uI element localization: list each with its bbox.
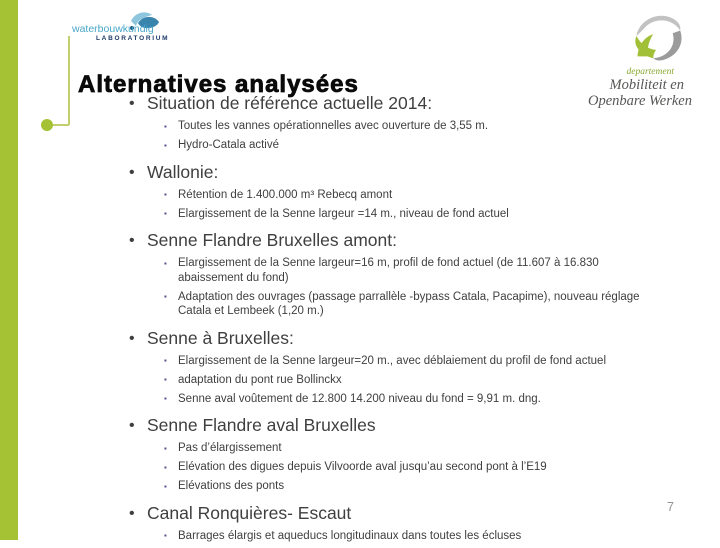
section-title [128, 503, 688, 524]
sub-item-text: Pas d’élargissement [178, 442, 282, 454]
content-section [128, 230, 688, 319]
mow-logo-text-mobiliteit: Mobiliteit en [609, 77, 684, 93]
content-section [128, 162, 688, 222]
list-item [163, 290, 648, 319]
level1-bullet-icon: • [129, 232, 135, 249]
list-item [163, 529, 648, 544]
sub-item-text: Elévations des ponts [178, 480, 285, 492]
level2-bullet-icon: ▪ [164, 140, 167, 150]
sub-list [163, 354, 688, 407]
sub-item-text: Senne aval voûtement de 12.800 14.200 niveau du fond = 9,91 m. dng. [178, 392, 541, 405]
level1-bullet-icon: • [129, 504, 135, 522]
level1-bullet-icon: • [129, 329, 135, 347]
level2-bullet-icon: ▪ [164, 292, 167, 301]
section-title [128, 415, 688, 436]
slide-body [128, 93, 688, 548]
section-title [128, 230, 688, 251]
list-item [163, 188, 648, 203]
sub-item-text: Barrages élargis et aqueducs longitudinaux dans toutes les écluses [178, 529, 522, 542]
list-item [163, 373, 648, 388]
sub-item-text: adaptation du pont rue Bollinckx [178, 373, 342, 386]
content-section [128, 328, 688, 407]
sub-list [163, 188, 688, 222]
list-item [163, 460, 648, 475]
waterbouwkundig-logo-text: waterbouwkundig [72, 23, 154, 35]
level2-bullet-icon: ▪ [164, 462, 167, 472]
waterbouwkundig-logo [72, 12, 172, 40]
sub-item-text: Elargissement de la Senne largeur=16 m, profil de fond actuel (de 11.607 à 16.830 abaissement du fond) [178, 257, 599, 284]
level2-bullet-icon: ▪ [164, 258, 167, 268]
content-section [128, 93, 688, 153]
level1-bullet-icon: • [129, 163, 135, 181]
sub-item-text: Hydro-Catala activé [178, 139, 279, 151]
section-title [128, 93, 688, 114]
level2-bullet-icon: ▪ [164, 394, 167, 403]
section-title-text: Canal Ronquières- Escaut [147, 502, 352, 523]
level2-bullet-icon: ▪ [164, 121, 167, 131]
accent-dot [41, 119, 53, 131]
left-accent-band [0, 0, 18, 540]
sub-item-text: Toutes les vannes opérationnelles avec ouverture de 3,55 m. [178, 120, 489, 132]
content-section [128, 415, 688, 494]
list-item [163, 207, 648, 222]
page-number: 7 [667, 500, 674, 514]
level1-bullet-icon: • [129, 417, 135, 434]
accent-connector-line-vertical [68, 36, 70, 125]
list-item [163, 441, 648, 456]
sub-list [163, 256, 688, 319]
sub-item-text: Elévation des digues depuis Vilvoorde aval jusqu’au second pont à l’E19 [178, 461, 547, 473]
level2-bullet-icon: ▪ [164, 443, 167, 453]
mow-triangle-swoosh-icon [628, 49, 684, 66]
sub-list [163, 529, 688, 544]
list-item [163, 354, 648, 369]
laboratorium-logo-text: LABORATORIUM [96, 35, 170, 42]
sub-list [163, 119, 688, 153]
list-item [163, 479, 648, 494]
sub-item-text: Adaptation des ouvrages (passage parrallèle -bypass Catala, Pacapime), nouveau réglage Catala et Lembeek (1,20 m.) [178, 290, 640, 317]
list-item [163, 138, 648, 153]
accent-connector-line-horizontal [52, 124, 69, 126]
mow-logo-text-departement: departement [626, 67, 674, 77]
sub-list [163, 441, 688, 494]
content-list [128, 93, 688, 543]
section-title [128, 328, 688, 349]
sub-item-text: Elargissement de la Senne largeur=20 m., avec déblaiement du profil de fond actuel [178, 354, 606, 367]
level1-bullet-icon: • [129, 95, 135, 112]
level2-bullet-icon: ▪ [164, 209, 167, 218]
level2-bullet-icon: ▪ [164, 356, 167, 365]
section-title [128, 162, 688, 183]
sub-item-text: Elargissement de la Senne largeur =14 m., niveau de fond actuel [178, 207, 509, 220]
level2-bullet-icon: ▪ [164, 531, 167, 540]
level2-bullet-icon: ▪ [164, 481, 167, 491]
section-title-text: Senne Flandre Bruxelles amont: [147, 230, 397, 250]
section-title-text: Senne à Bruxelles: [147, 327, 294, 348]
list-item [163, 119, 648, 134]
section-title-text: Senne Flandre aval Bruxelles [147, 415, 376, 435]
sub-item-text: Rétention de 1.400.000 m³ Rebecq amont [178, 188, 393, 201]
page-title: Alternatives analysées [78, 71, 359, 99]
section-title-text: Situation de référence actuelle 2014: [147, 93, 433, 113]
list-item [163, 392, 648, 407]
section-title-text: Wallonie: [147, 161, 219, 182]
level2-bullet-icon: ▪ [164, 190, 167, 199]
content-section [128, 503, 688, 544]
level2-bullet-icon: ▪ [164, 375, 167, 384]
list-item [163, 256, 648, 285]
mow-logo-text-openbare-werken: Openbare Werken [587, 93, 692, 109]
